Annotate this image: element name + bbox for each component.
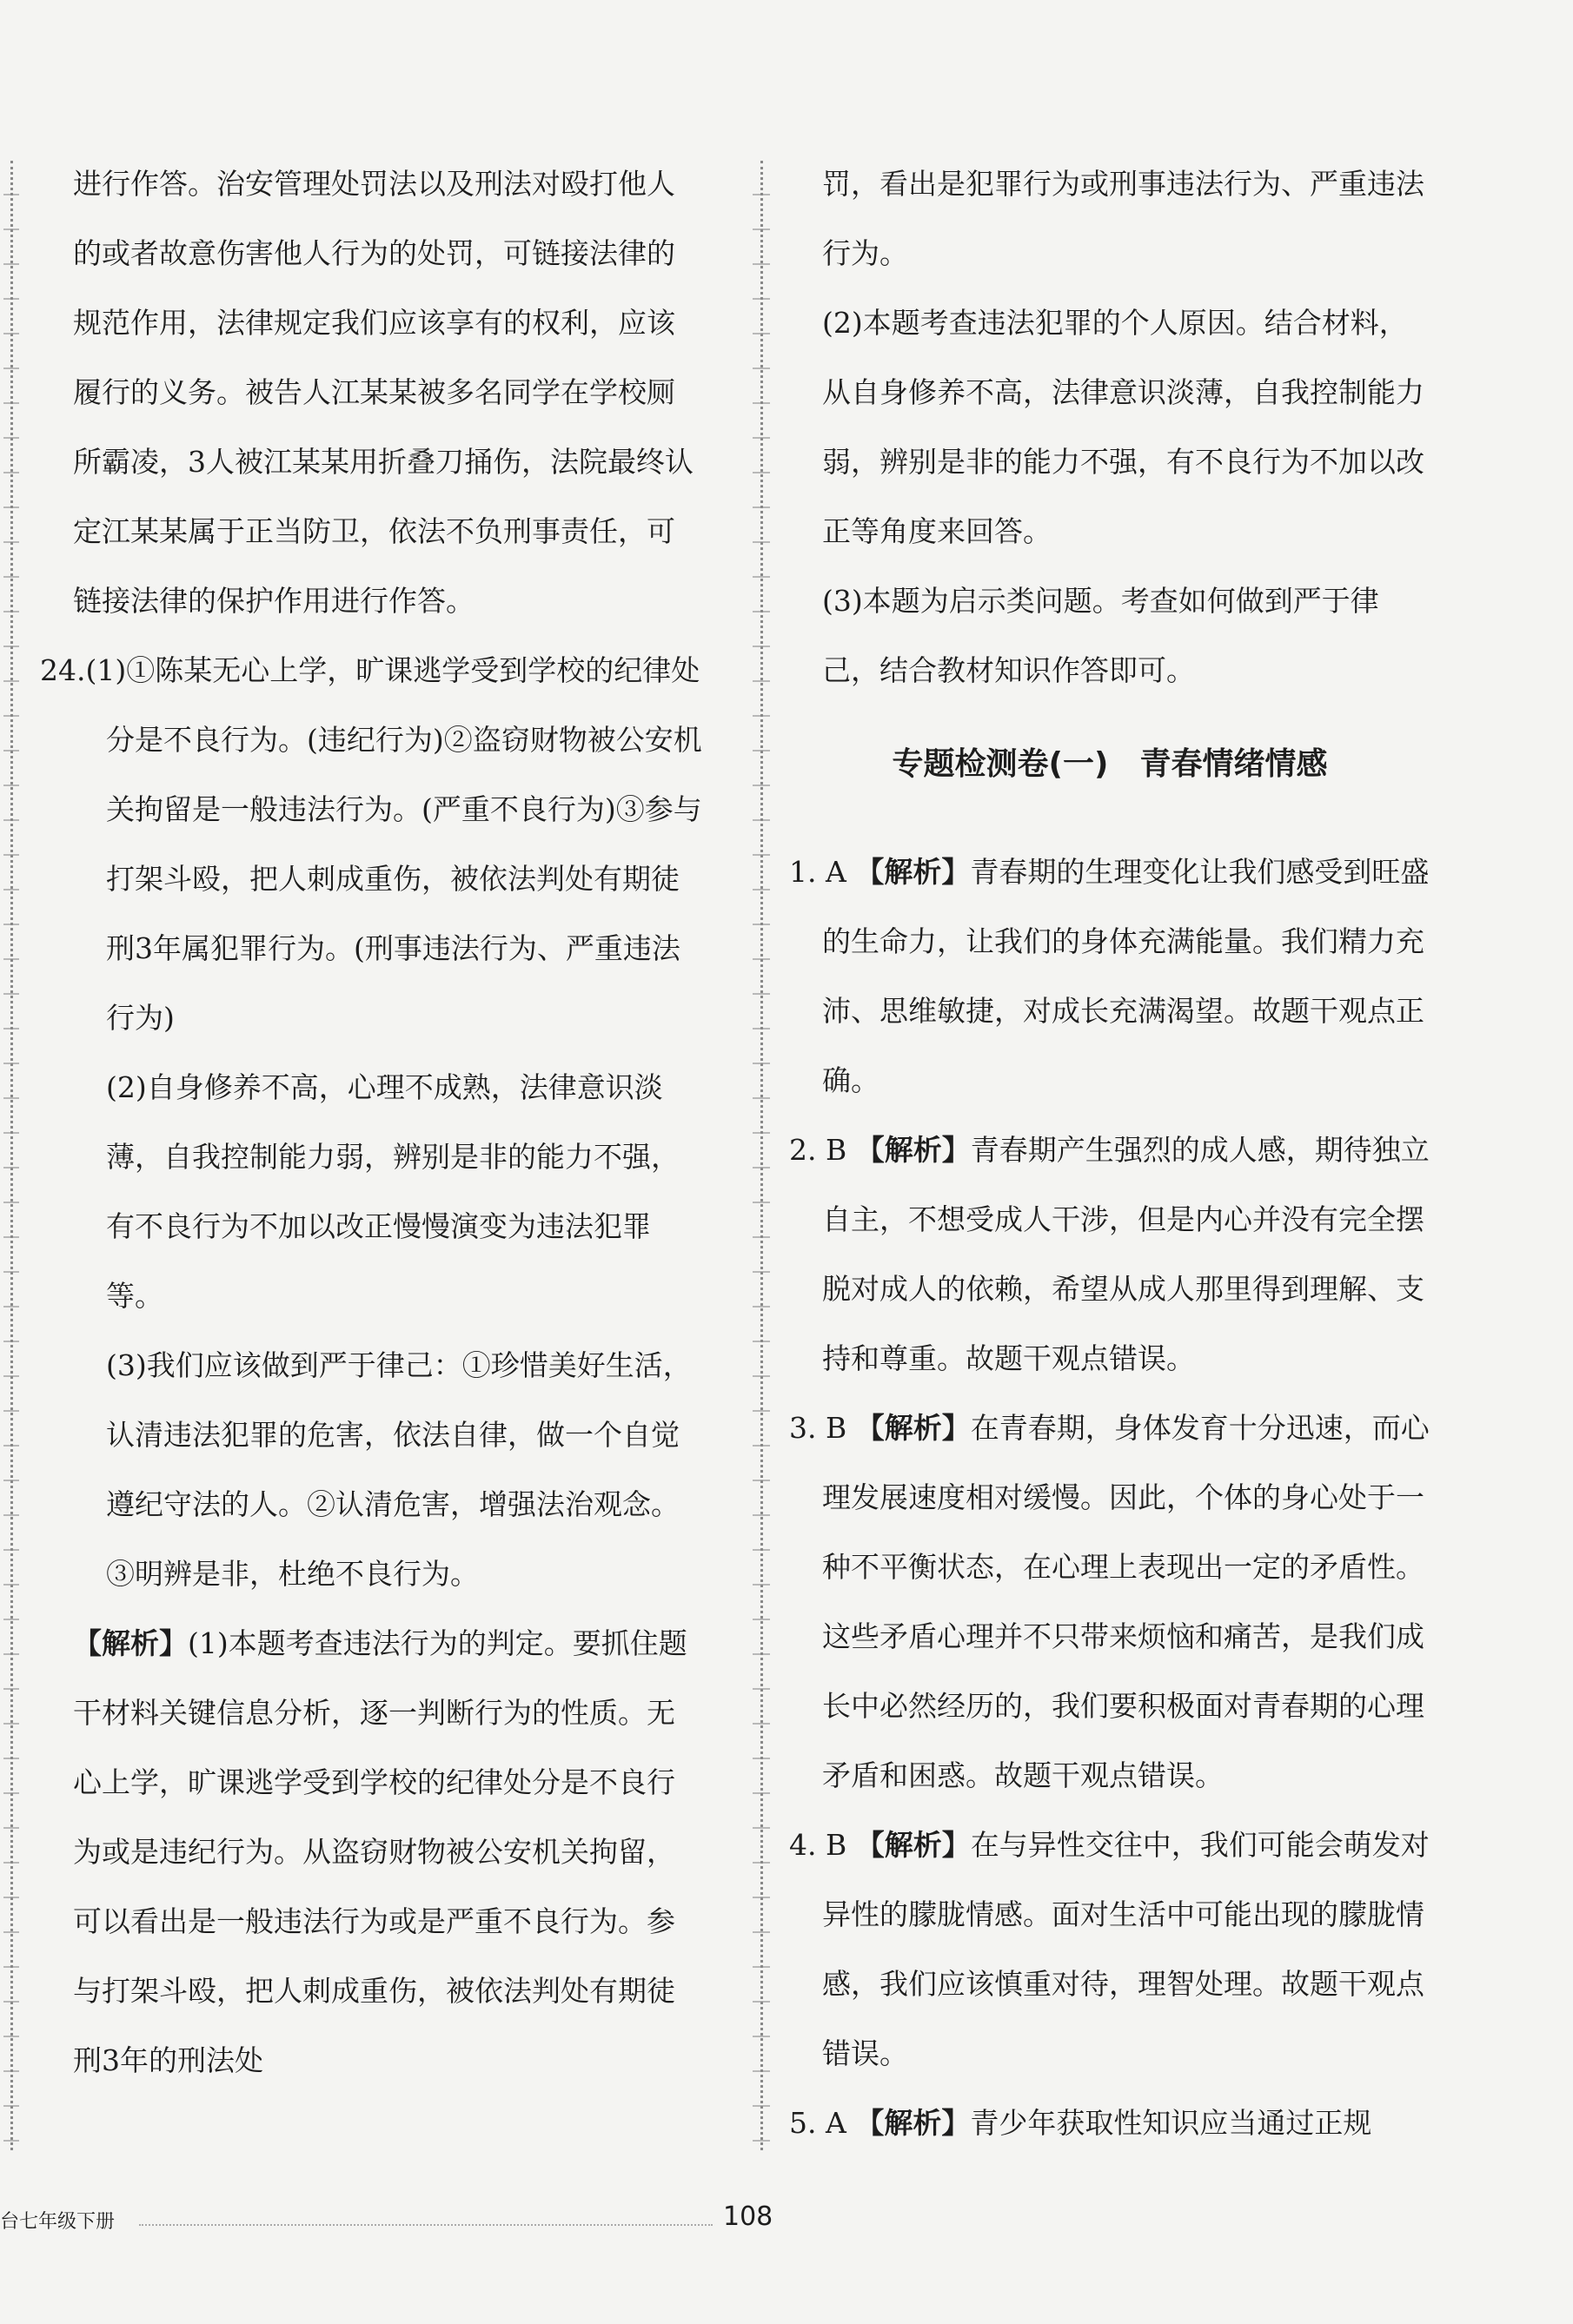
book-title: 台七年级下册	[0, 2211, 116, 2233]
question-24-part-3: (3)我们应该做到严于律己：①珍惜美好生活，认清违法犯罪的危害，依法自律，做一个自觉遵纪守法的人。②认清危害，增强法治观念。③明辨是非，杜绝不良行为。	[106, 1348, 692, 1591]
analysis-tag: 【解析】	[855, 1133, 971, 1167]
analysis-tag: 【解析】	[855, 855, 971, 889]
analysis-tag: 【解析】	[855, 2106, 971, 2140]
question-24-part-2: (2)自身修养不高，心理不成熟，法律意识淡薄，自我控制能力弱，辨别是非的能力不强，有不良行为不加以改正慢慢演变为违法犯罪等。	[106, 1070, 680, 1313]
analysis-tag: 【解析】	[855, 1411, 971, 1445]
question-24-part-1-text: (1)①陈某无心上学，旷课逃学受到学校的纪律处分是不良行为。(违纪行为)②盗窃财物被公安机关拘留是一般违法行为。(严重不良行为)③参与打架斗殴，把人刺成重伤，被依法判处有期徒刑3年属犯罪行为。(刑事违法行为、严重违法行为)	[85, 653, 702, 1035]
answer-number: 3. B	[789, 1411, 847, 1445]
analysis-tag: 【解析】	[855, 1828, 971, 1862]
analysis-tag: 【解析】	[73, 1626, 188, 1660]
answer-item-4	[789, 1811, 1430, 2089]
answer-item-3	[789, 1394, 1430, 1811]
answer-text: 青春期的生理变化让我们感受到旺盛的生命力，让我们的身体充满能量。我们精力充沛、思维敏捷，对成长充满渴望。故题干观点正确。	[822, 855, 1430, 1097]
answer-number: 1. A	[789, 855, 846, 889]
continued-paragraph: 进行作答。治安管理处罚法以及刑法对殴打他人的或者故意伤害他人行为的处罚，可链接法律的规范作用，法律规定我们应该享有的权利，应该履行的义务。被告人江某某被多名同学在学校厕所霸凌，3人被江某某用折叠刀捅伤，法院最终认定江某某属于正当防卫，依法不负刑事责任，可链接法律的保护作用进行作答。	[73, 167, 694, 618]
page-number: 108	[723, 2202, 773, 2232]
column-divider-ticks	[753, 161, 770, 2150]
answer-text: 在青春期，身体发育十分迅速，而心理发展速度相对缓慢。因此，个体的身心处于一种不平衡状态，在心理上表现出一定的矛盾性。这些矛盾心理并不只带来烦恼和痛苦，是我们成长中必然经历的，我们要积极面对青春期的心理矛盾和困惑。故题干观点错误。	[822, 1411, 1430, 1792]
analysis-block	[73, 1609, 703, 2096]
question-number: 24.	[40, 653, 86, 687]
right-column	[789, 149, 1430, 2158]
answer-item-5	[789, 2089, 1430, 2158]
page-footer	[0, 2198, 1573, 2250]
answer-number: 2. B	[789, 1133, 847, 1167]
analysis-part-3: (3)本题为启示类问题。考查如何做到严于律己，结合教材知识作答即可。	[822, 584, 1379, 687]
answer-text: 在与异性交往中，我们可能会萌发对异性的朦胧情感。面对生活中可能出现的朦胧情感，我们应该慎重对待，理智处理。故题干观点错误。	[822, 1828, 1430, 2070]
answer-text: 青春期产生强烈的成人感，期待独立自主，不想受成人干涉，但是内心并没有完全摆脱对成人的依赖，希望从成人那里得到理解、支持和尊重。故题干观点错误。	[822, 1133, 1430, 1375]
binding-ticks	[3, 161, 19, 2150]
left-column	[40, 149, 703, 2096]
section-title: 专题检测卷(一) 青春情绪情感	[892, 746, 1328, 782]
answer-item-1	[789, 838, 1430, 1116]
analysis-part-2: (2)本题考查违法犯罪的个人原因。结合材料，从自身修养不高，法律意识淡薄，自我控制能力弱，辨别是非的能力不强，有不良行为不加以改正等角度来回答。	[822, 306, 1424, 548]
footer-dotted-rule	[139, 2224, 713, 2228]
analysis-text: (1)本题考查违法行为的判定。要抓住题干材料关键信息分析，逐一判断行为的性质。无心上学，旷课逃学受到学校的纪律处分是不良行为或是违纪行为。从盗窃财物被公安机关拘留，可以看出是一般违法行为或是严重不良行为。参与打架斗殴，把人刺成重伤，被依法判处有期徒刑3年的刑法处	[73, 1626, 687, 2077]
question-24-part-1	[40, 636, 703, 1053]
answer-number: 4. B	[789, 1828, 847, 1862]
answer-text: 青少年获取性知识应当通过正规	[970, 2106, 1372, 2140]
continued-analysis: 罚，看出是犯罪行为或刑事违法行为、严重违法行为。	[822, 167, 1424, 270]
answer-item-2	[789, 1116, 1430, 1394]
answer-number: 5. A	[789, 2106, 846, 2140]
